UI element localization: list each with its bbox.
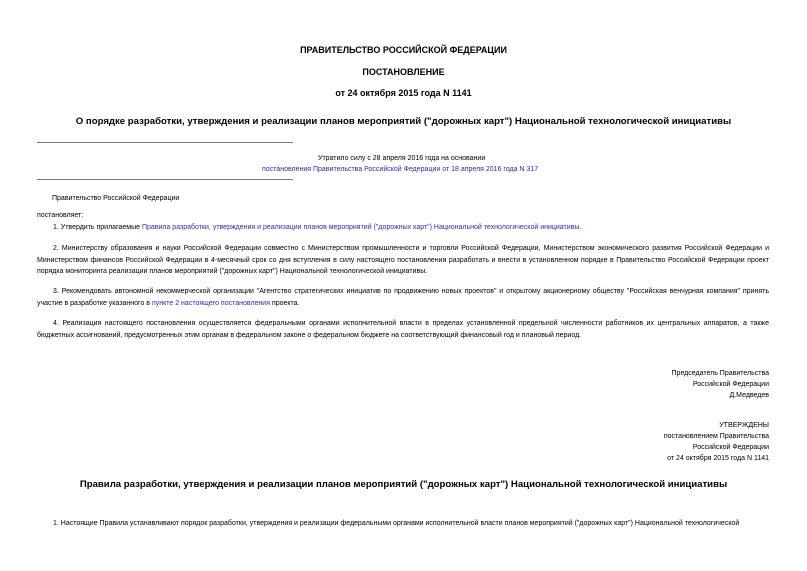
approval-block xyxy=(664,420,769,464)
paragraph-4: 4. Реализация настоящего постановления осуществляется федеральными органами исполнительной власти в пределах установленной предельной численности работников их центральных аппаратов, а также бюджетных ассигнований, предусмотренных этим органам в федеральном законе о федеральном бюджете на соответствующий финансовый год и плановый период. xyxy=(37,320,769,339)
clause-2-link[interactable]: пункте 2 настоящего постановления xyxy=(151,299,270,307)
paragraph-2: 2. Министерству образования и науки Российской Федерации совместно с Министерством промышленности и торговли Российской Федерации, Министерством экономического развития Российской Федерации и Министерством финансов Российской Федерации в 4-месячный срок со дня вступления в силу настоящего постановления разработать и внести в установленном порядке в Правительство Российской Федерации проект порядка мониторинга реализации планов мероприятий ("дорожных карт") Национальной технологической инициативы. xyxy=(37,245,769,275)
paragraph-3-suffix: проекта. xyxy=(270,299,300,307)
paragraph-1 xyxy=(53,222,581,234)
resolves-text: постановляет: xyxy=(37,212,84,219)
signature-org: Российской Федерации xyxy=(692,381,769,388)
document-date-number: от 24 октября 2015 года N 1141 xyxy=(335,88,472,98)
repeal-notice: Утратило силу с 28 апреля 2016 года на основании xyxy=(318,155,486,162)
paragraph-3-prefix: 3. Рекомендовать автономной некоммерческой организации "Агентство стратегических инициатив по продвижению новых проектов" и открытому акционерному обществу "Российская венчурная компания" принять участие в разработке указанного в xyxy=(37,288,769,307)
approval-heading: УТВЕРЖДЕНЫ xyxy=(719,422,769,429)
signature-position: Председатель Правительства xyxy=(671,370,769,377)
approval-resolution: постановлением Правительства xyxy=(663,433,769,440)
signature-block xyxy=(672,368,769,401)
paragraph-1-prefix: 1. Утвердить прилагаемые xyxy=(53,224,142,231)
intro-text: Правительство Российской Федерации xyxy=(52,195,180,202)
separator-top xyxy=(37,142,293,143)
document-title: О порядке разработки, утверждения и реализации планов мероприятий ("дорожных карт") Национальной технологической инициативы xyxy=(75,116,732,127)
rules-paragraph-1: 1. Настоящие Правила устанавливают порядок разработки, утверждения и реализации федеральными органами исполнительной власти планов мероприятий ("дорожных карт") Национальной технологической xyxy=(53,520,740,527)
rules-title: Правила разработки, утверждения и реализации планов мероприятий ("дорожных карт") Национальной технологической инициативы xyxy=(79,479,728,490)
approval-org: Российской Федерации xyxy=(692,444,769,451)
separator-bottom xyxy=(37,179,293,180)
paragraph-3 xyxy=(37,286,769,309)
approval-date: от 24 октября 2015 года N 1141 xyxy=(667,455,769,462)
government-name: ПРАВИТЕЛЬСТВО РОССИЙСКОЙ ФЕДЕРАЦИИ xyxy=(300,45,507,55)
paragraph-1-suffix: . xyxy=(579,224,582,231)
rules-link[interactable]: Правила разработки, утверждения и реализации планов мероприятий ("дорожных карт") Национальной технологической инициативы xyxy=(141,224,580,231)
signature-name: Д.Медведев xyxy=(729,392,769,399)
repeal-notice-link[interactable]: постановления Правительства Российской Федерации от 18 апреля 2016 года N 317 xyxy=(262,166,539,173)
document-type: ПОСТАНОВЛЕНИЕ xyxy=(362,67,445,77)
